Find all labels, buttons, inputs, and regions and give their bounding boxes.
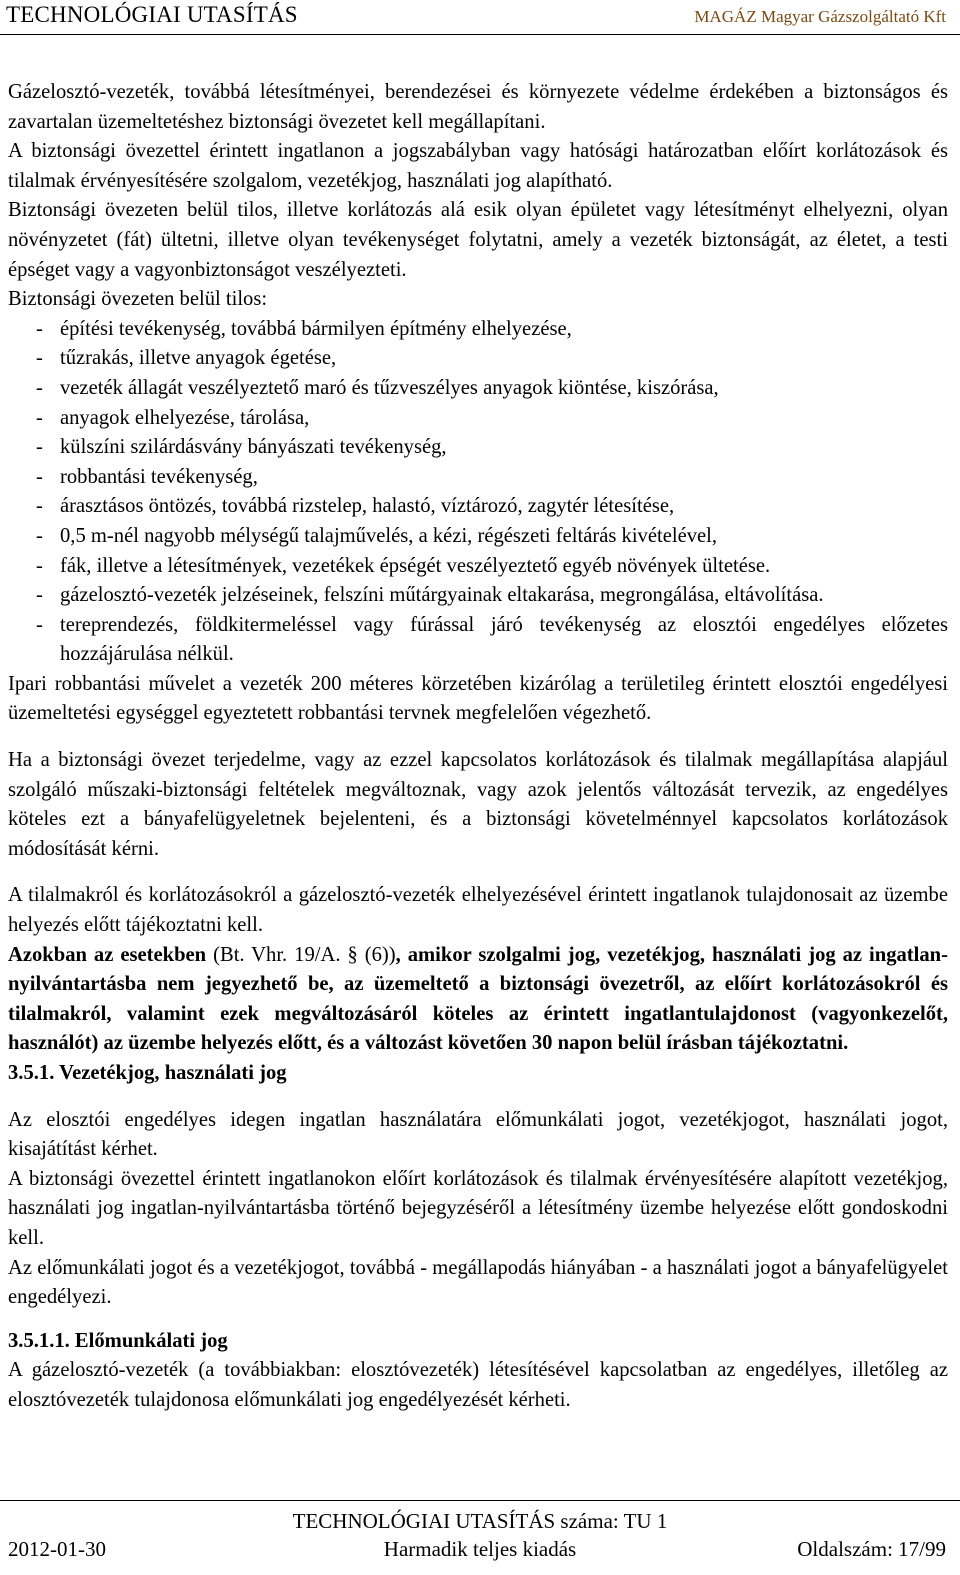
list-item: - anyagok elhelyezése, tárolása,	[36, 406, 310, 429]
paragraph: Gázelosztó-vezeték, továbbá létesítményei, berendezései és környezete védelme érdekében a biztonságos és zavartalan üzemeltetéshez biztonsági övezetet kell megállapítani.	[8, 81, 948, 133]
paragraph: A tilalmakról és korlátozásokról a gázelosztó-vezeték elhelyezésével érintett ingatlanok tulajdonosait az üzembe helyezés előtt tájékoztatni kell.	[8, 884, 948, 937]
footer-date: 2012-01-30	[8, 1537, 106, 1561]
list-item: - robbantási tevékenység,	[36, 465, 258, 488]
section-heading: 3.5.1. Vezetékjog, használati jog	[8, 1062, 287, 1084]
list-item: - árasztásos öntözés, továbbá rizstelep, halastó, víztározó, zagytér létesítése,	[36, 495, 675, 518]
paragraph: Az előmunkálati jogot és a vezetékjogot, továbbá - megállapodás hiányában - a használati jogot a bányafelügyelet engedélyezi.	[8, 1256, 948, 1309]
list-item: - tereprendezés, földkitermeléssel vagy fúrással járó tevékenység az elosztói engedélyes előzetes hozzájárulása nélkül.	[36, 613, 948, 666]
paragraph: A gázelosztó-vezeték (a továbbiakban: elosztóvezeték) létesítésével kapcsolatban az engedélyes, illetőleg az elosztóvezeték tulajdonosa előmunkálati jog engedélyezését kérheti.	[8, 1359, 948, 1411]
paragraph: Ha a biztonsági övezet terjedelme, vagy az ezzel kapcsolatos korlátozások és tilalmak megállapítása alapjául szolgáló műszaki-biztonsági feltételek megváltoznak, vagy azok jelentős változását tervezik, az engedélyes köteles ezt a bányafelügyeletnek bejelenteni, és a biztonsági követelménnyel kapcsolatos korlátozások módosítását kérni.	[8, 749, 948, 860]
paragraph: Biztonsági övezeten belül tilos, illetve korlátozás alá esik olyan épületet vagy létesítményt elhelyezni, olyan növényzetet (fát) ültetni, illetve olyan tevékenységet folytatni, amely a vezeték biztonságát, az életet, a testi épséget vagy a vagyonbiztonságot veszélyezteti.	[8, 199, 948, 281]
document-body	[8, 78, 948, 1416]
list-item: - gázelosztó-vezeték jelzéseinek, felszíni műtárgyainak eltakarása, megrongálása, eltávolítása.	[36, 584, 824, 607]
header-company: MAGÁZ Magyar Gázszolgáltató Kft	[694, 7, 946, 26]
list-item: - 0,5 m-nél nagyobb mélységű talajművelés, a kézi, régészeti feltárás kivételével,	[36, 524, 718, 547]
paragraph: Az elosztói engedélyes idegen ingatlan használatára előmunkálati jogot, vezetékjogot, használati jogot, kisajátítást kérhet.	[8, 1108, 948, 1161]
paragraph: A biztonsági övezettel érintett ingatlanokon előírt korlátozások és tilalmak érvényesítésére alapított vezetékjog, használati jog ingatlan-nyilvántartásba történő bejegyzéséről a létesítmény üzembe helyezése előtt gondoskodni kell.	[8, 1167, 948, 1249]
paragraph: A biztonsági övezettel érintett ingatlanon a jogszabályban vagy hatósági határozatban előírt korlátozások és tilalmak érvényesítésére szolgalom, vezetékjog, használati jog alapítható.	[8, 140, 948, 192]
page-footer	[0, 1500, 960, 1575]
page-header	[0, 0, 960, 35]
footer-page-number: Oldalszám: 17/99	[797, 1537, 946, 1561]
list-item: - vezeték állagát veszélyeztető maró és tűzveszélyes anyagok kiöntése, kiszórása,	[36, 376, 719, 399]
prohibition-list	[8, 315, 948, 670]
list-item: - tűzrakás, illetve anyagok égetése,	[36, 347, 337, 370]
list-intro: Biztonsági övezeten belül tilos:	[8, 288, 268, 311]
paragraph-bold: Azokban az esetekben (Bt. Vhr. 19/A. § (6)), amikor szolgalmi jog, vezetékjog, használati jog az ingatlan-nyilvántartásba nem jegyezhető be, az üzemeltető a biztonsági övezetről, az előírt korlátozásokról és tilalmakról, valamint ezek megváltozásáról köteles az érintett ingatlantulajdonost (vagyonkezelőt, használót) az üzembe helyezés előtt, és a változást követően 30 napon belül írásban tájékoztatni.	[8, 943, 948, 1055]
list-item: - fák, illetve a létesítmények, vezetékek épségét veszélyeztető egyéb növények ültetése.	[36, 554, 771, 577]
header-title: TECHNOLÓGIAI UTASÍTÁS	[6, 2, 298, 27]
list-item: - külszíni szilárdásvány bányászati tevékenység,	[36, 436, 447, 459]
footer-doc-number: TECHNOLÓGIAI UTASÍTÁS száma: TU 1	[292, 1509, 668, 1533]
list-item: - építési tevékenység, továbbá bármilyen építmény elhelyezése,	[36, 317, 572, 340]
paragraph: Ipari robbantási művelet a vezeték 200 méteres körzetében kizárólag a területileg érintett elosztói engedélyesi üzemeltetési egységgel egyeztetett robbantási tervnek megfelelően végezhető.	[8, 672, 948, 725]
footer-edition: Harmadik teljes kiadás	[383, 1537, 577, 1561]
subsection-heading: 3.5.1.1. Előmunkálati jog	[8, 1329, 228, 1352]
